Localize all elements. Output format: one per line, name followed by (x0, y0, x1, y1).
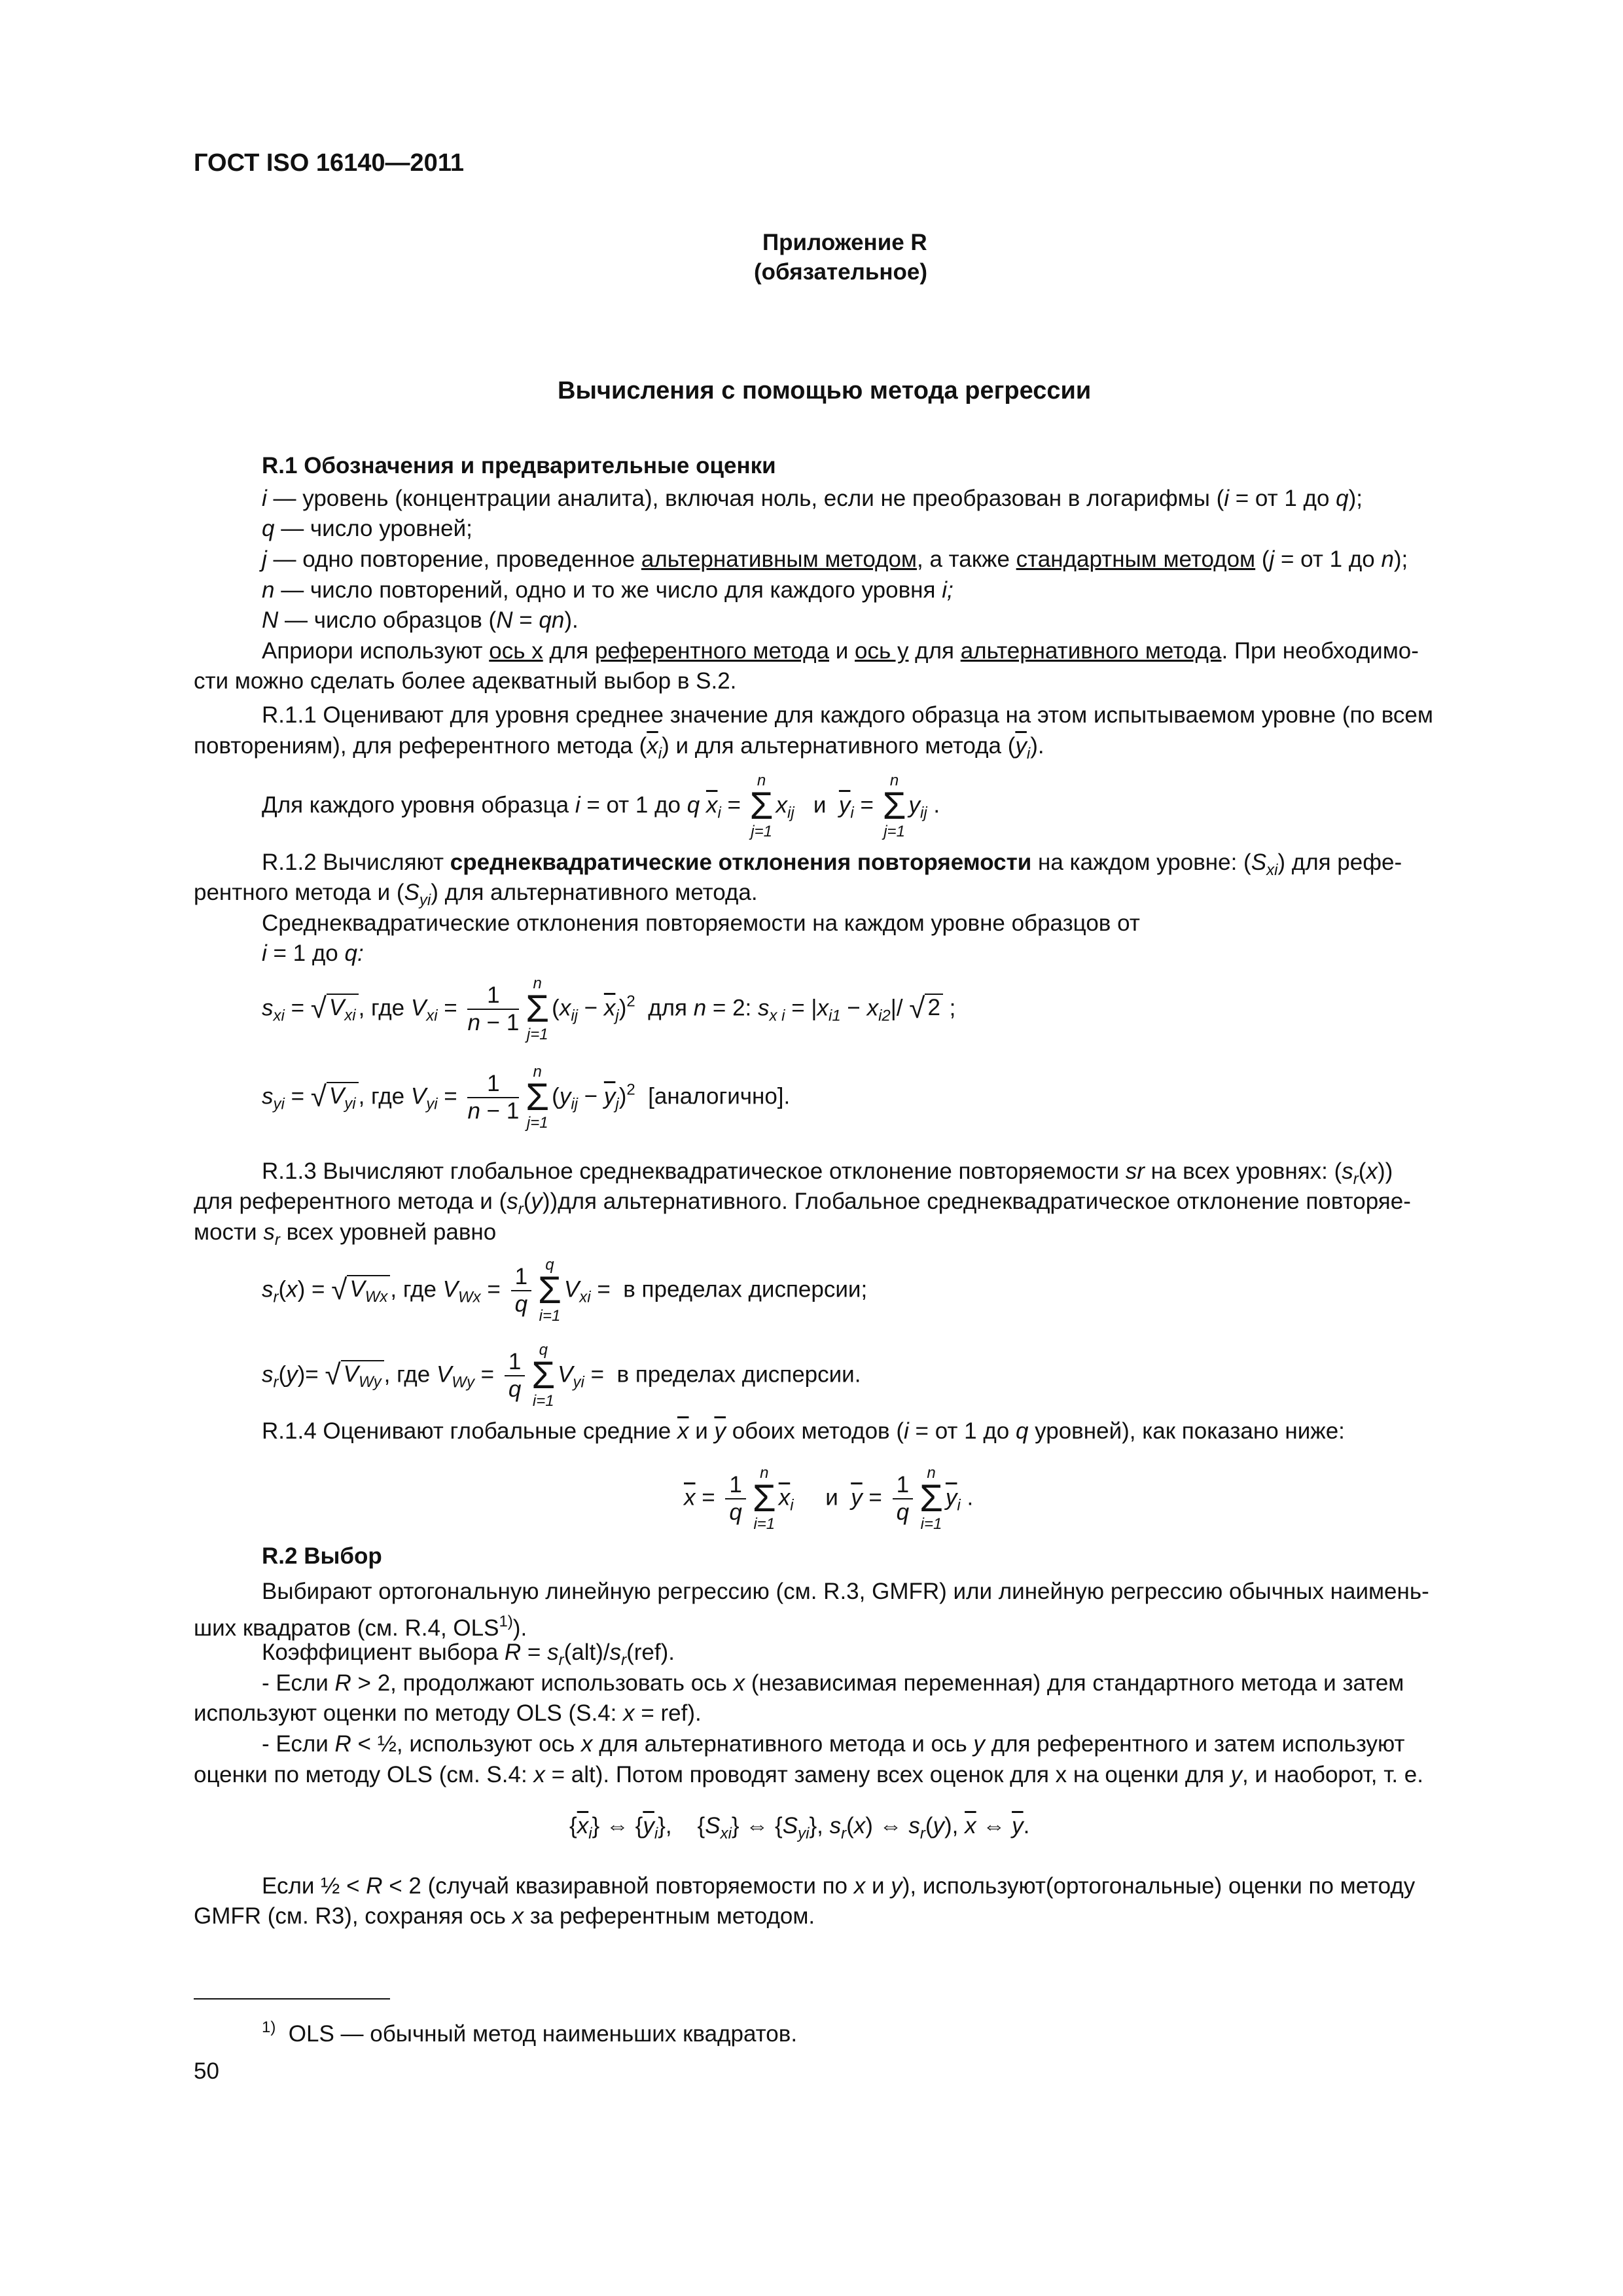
r2-p1-line2: ших квадратов (см. R.4, OLS$^{1)}$). (194, 1613, 527, 1641)
annex-title: Приложение R (762, 230, 927, 255)
r2-p1-line1: Выбирают ортогональную линейную регрессию (см. R.3, GMFR) или линейную регрессию обычных наимень- (262, 1579, 1429, 1604)
r13-line3: мости $s_r$ всех уровней равно (194, 1219, 497, 1249)
apriori-paragraph-line2: сти можно сделать более адекватный выбор в S.2. (194, 668, 737, 694)
r2-p2: Коэффициент выбора $R = s_r(alt)/s_r(ref)$. (262, 1640, 675, 1669)
formula-syi: $s_{yi}$ = √ $V_{yi}$ , где $V_{yi}$ = $\frac{1}{n - 1}$ n Σ j=1 $(y_{ij} - \overline{y}_j)^2$ [аналогично]. (262, 1063, 791, 1132)
r11-line1: R.1.1 Оценивают для уровня среднее значение для каждого образца на этом испытываемом уровне (по всем (262, 702, 1433, 728)
formula-sxi: $s_{xi}$ = √ $V_{xi}$ , где $V_{xi}$ = $\frac{1}{n - 1}$ n Σ j=1 $(x_{ij} - \overline{x}_j)^2$ для n = 2: $s_{x i} = |x_{i1} - x_{i2}|/$ √ 2 ; (262, 975, 956, 1043)
r2-p4-line1: - Если R < ½, используют ось x для альтернативного метода и ось y для референтного и затем используют (262, 1731, 1405, 1757)
annex-heading: Вычисления с помощью метода регрессии (558, 377, 1092, 404)
footnote-separator (194, 1998, 390, 2000)
r2-p3-line1: - Если R > 2, продолжают использовать ось x (независимая переменная) для стандартного метода и затем (262, 1670, 1404, 1696)
formula-sr-x: $s_r(x)$ = √ $V_{Wx}$ , где $V_{Wx}$ = $\frac{1}{q}$ q Σ i=1 $V_{xi} = в$ пределах дисперсии; (262, 1256, 868, 1325)
r2-p5-line1: Если ½ < R < 2 (случай квазиравной повторяемости по x и y), используют(ортогональные) оценки по методу (262, 1873, 1416, 1899)
definition-n: n — число повторений, одно и то же число для каждого уровня i; (262, 577, 954, 603)
formula-swap: $\{\overline{x}_i\}$ ⇔ $\{\overline{y}_i\}$, $\{S_{xi}\}$ ⇔ $\{S_{yi}\}$, $s_r(x)$ ⇔ $s_r(y)$, $\overline{x}$ ⇔ $\overline{y}$. (569, 1813, 1030, 1842)
section-r2-title: R.2 Выбор (262, 1543, 382, 1569)
r12-line1: R.1.2 Вычисляют среднеквадратические отклонения повторяемости на каждом уровне: $(S_{xi})$ для рефе- (262, 850, 1402, 879)
r12-line3: Среднеквадратические отклонения повторяемости на каждом уровне образцов от (262, 910, 1140, 936)
definition-N: N — число образцов (N = qn). (262, 607, 579, 633)
r12-line4: i = 1 до q: (262, 941, 364, 966)
definition-j: j — одно повторение, проведенное альтернативным методом, а также стандартным методом (j = от 1 до n); (262, 547, 1408, 572)
formula-global-means: $\overline{x}$ = $\frac{1}{q}$ n Σ i=1 $\overline{x}_i$ и $\overline{y}$ = $\frac{1}{q}$ n Σ i=1 $\overline{y}_i$ . (684, 1464, 974, 1533)
apriori-paragraph: Априори используют ось х для референтного метода и ось у для альтернативного метода. При необходимо- (262, 638, 1419, 664)
r2-p5-line2: GMFR (см. R3), сохраняя ось x за референтным методом. (194, 1903, 815, 1929)
r14-line1: R.1.4 Оценивают глобальные средние $\overline{x}$ и $\overline{y}$ обоих методов (i = от 1 до q уровней), как показано ниже: (262, 1418, 1345, 1444)
definition-i: i — уровень (концентрации аналита), включая ноль, если не преобразован в логарифмы (i = от 1 до q); (262, 486, 1363, 511)
section-r1-title: R.1 Обозначения и предварительные оценки (262, 453, 776, 478)
r13-line1: R.1.3 Вычисляют глобальное среднеквадратическое отклонение повторяемости sr на всех уровнях: $(s_r(x))$ (262, 1158, 1393, 1188)
r11-formula: Для каждого уровня образца i = от 1 до q $\overline{x}_i$ = n Σ j=1 $x_{ij}$ и $\overline{y}_i$ = n Σ j=1 $y_{ij}$ . (262, 772, 940, 840)
page-number: 50 (194, 2058, 219, 2084)
footnote: $^{1)}$ OLS — обычный метод наименьших квадратов. (262, 2018, 798, 2047)
r2-p4-line2: оценки по методу OLS (см. S.4: x = alt). Потом проводят замену всех оценок для x на оценки для y, и наоборот, т. е. (194, 1762, 1423, 1787)
definition-q: q — число уровней; (262, 516, 473, 541)
r2-p3-line2: используют оценки по методу OLS (S.4: x = ref). (194, 1700, 702, 1726)
r12-line2: рентного метода и $(S_{yi})$ для альтернативного метода. (194, 880, 758, 909)
document-header: ГОСТ ISO 16140—2011 (194, 149, 464, 177)
formula-sr-y: $s_r(y)=$ √ $V_{Wy}$ , где $V_{Wy}$ = $\frac{1}{q}$ q Σ i=1 $V_{yi} = в$ пределах дисперсии. (262, 1341, 861, 1410)
annex-status: (обязательное) (754, 259, 928, 285)
r13-line2: для референтного метода и $(s_r(y))для$ альтернативного. Глобальное среднеквадратическое отклонение повторяе- (194, 1189, 1411, 1218)
r11-line2: повторениям), для референтного метода $(\overline{x}_i)$ и для альтернативного метода $(\overline{y}_i)$. (194, 733, 1044, 762)
